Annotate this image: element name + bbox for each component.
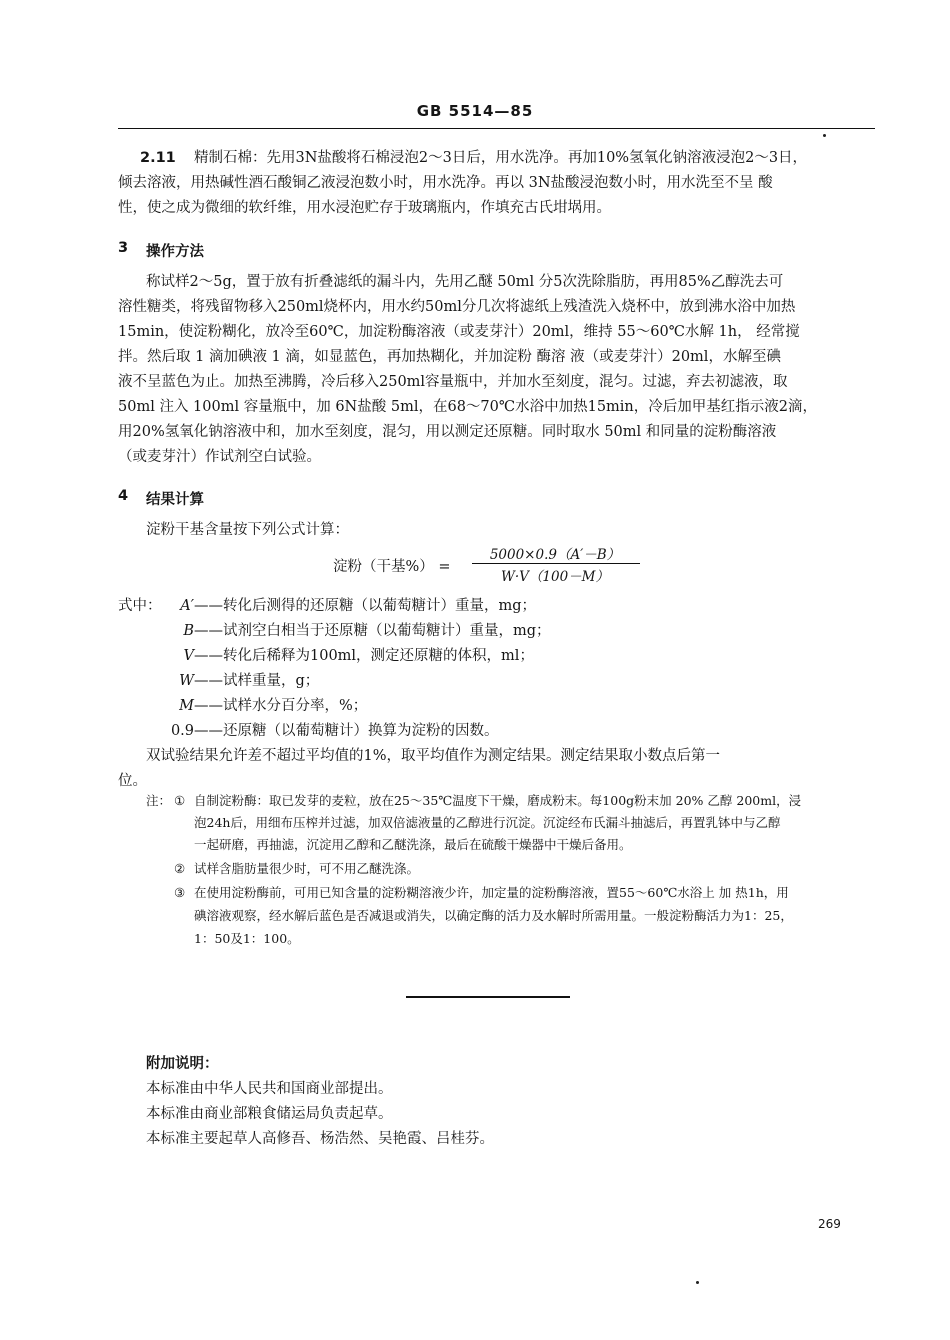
def-text: ——试剂空白相当于还原糖（以葡萄糖计）重量，mg； [194, 623, 551, 639]
formula-denominator: W·V（100－M） [500, 569, 609, 585]
section-3-line: 液不呈蓝色为止。加热至沸腾，冷后移入250ml容量瓶中，并加水至刻度，混匀。过滤，弃去初滤液，取 [118, 374, 788, 390]
section-3-line: 溶性糖类，将残留物移入250ml烧杯内，用水约50ml分几次将滤纸上残渣洗入烧杯中，放到沸水浴中加热 [118, 299, 796, 315]
def-symbol: V [183, 648, 194, 664]
appendix-title: 附加说明： [146, 1056, 219, 1072]
page-number: 269 [818, 1217, 841, 1231]
section-3-number: 3 [118, 240, 129, 256]
item-2-11-number: 2.11 [140, 150, 176, 166]
item-2-11-line-2: 倾去溶液，用热碱性酒石酸铜乙液浸泡数小时，用水洗净。再以 3N盐酸浸泡数小时，用水洗至不呈 酸 [118, 175, 773, 191]
appendix-line: 本标准主要起草人高修吾、杨浩然、吴艳霞、吕桂芬。 [146, 1131, 494, 1147]
note-3-mark: ③ [174, 885, 186, 900]
section-4-number: 4 [118, 488, 129, 504]
def-text: ——试样重量，g； [194, 673, 320, 689]
item-2-11-line-3: 性，使之成为微细的软纤维，用水浸泡贮存于玻璃瓶内，作填充古氏坩埚用。 [118, 200, 611, 216]
scan-speck [696, 1281, 699, 1284]
section-3-line: 用20%氢氧化钠溶液中和，加水至刻度，混匀，用以测定还原糖。同时取水 50ml 和同量的淀粉酶溶液 [118, 424, 777, 440]
section-3-line: 称试样2～5g，置于放有折叠滤纸的漏斗内，先用乙醚 50ml 分5次洗除脂肪，再用85%乙醇洗去可 [146, 274, 784, 290]
formula-numerator: 5000×0.9（A′－B） [489, 547, 621, 563]
note-2-mark: ② [174, 861, 186, 876]
page-header-code: GB 5514—85 [416, 102, 534, 120]
note-1-line: 一起研磨，再抽滤，沉淀用乙醇和乙醚洗涤，最后在硫酸干燥器中干燥后备用。 [194, 837, 632, 852]
note-3-line: 在使用淀粉酶前，可用已知含量的淀粉糊溶液少许，加定量的淀粉酶溶液，置55～60℃水浴上 加 热1h，用 [194, 885, 789, 900]
def-text: ——试样水分百分率，%； [194, 698, 368, 714]
note-1-line: 自制淀粉酶：取已发芽的麦粒，放在25～35℃温度下干燥，磨成粉末。每100g粉末加 20% 乙醇 200ml，浸 [194, 793, 802, 808]
result-line-1: 双试验结果允许差不超过平均值的1%，取平均值作为测定结果。测定结果取小数点后第一 [146, 748, 720, 764]
section-3-line: 拌。然后取 1 滴加碘液 1 滴，如显蓝色，再加热糊化，并加淀粉 酶溶 液（或麦芽汁）20ml，水解至碘 [118, 349, 781, 365]
def-symbol: B [183, 623, 194, 639]
formula-intro: 淀粉干基含量按下列公式计算： [146, 522, 349, 538]
note-3-line: 碘溶液观察，经水解后蓝色是否减退或消失，以确定酶的活力及水解时所需用量。一般淀粉酶活力为1：25， [194, 908, 793, 923]
where-label: 式中： [118, 598, 162, 614]
def-symbol: 0.9 [170, 723, 194, 739]
header-rule [118, 128, 875, 129]
section-divider [406, 996, 570, 998]
section-3-line: （或麦芽汁）作试剂空白试验。 [118, 449, 321, 465]
appendix-line: 本标准由中华人民共和国商业部提出。 [146, 1081, 393, 1097]
section-3-title: 操作方法 [146, 244, 204, 260]
item-2-11-line-1: 精制石棉：先用3N盐酸将石棉浸泡2～3日后，用水洗净。再加10%氢氧化钠溶液浸泡2～3日， [194, 150, 808, 166]
section-3-line: 50ml 注入 100ml 容量瓶中，加 6N盐酸 5ml，在68～70℃水浴中加热15min，冷后加甲基红指示液2滴， [118, 399, 817, 415]
note-2-line: 试样含脂肪量很少时，可不用乙醚洗涤。 [194, 861, 420, 876]
def-symbol: W [179, 673, 194, 689]
note-3-line: 1：50及1：100。 [194, 931, 300, 946]
formula-lhs: 淀粉（干基%） = [333, 559, 451, 575]
scan-speck [823, 134, 826, 137]
def-text: ——还原糖（以葡萄糖计）换算为淀粉的因数。 [194, 723, 499, 739]
def-symbol: M [179, 698, 194, 714]
note-1-line: 泡24h后，用细布压榨并过滤，加双倍滤液量的乙醇进行沉淀。沉淀经布氏漏斗抽滤后，再置乳钵中与乙醇 [194, 815, 781, 830]
def-text: ——转化后测得的还原糖（以葡萄糖计）重量，mg； [194, 598, 537, 614]
notes-label: 注： [146, 793, 172, 808]
note-1-mark: ① [174, 793, 186, 808]
section-3-line: 15min，使淀粉糊化，放冷至60℃，加淀粉酶溶液（或麦芽汁）20ml，维持 55～60℃水解 1h， 经常搅 [118, 324, 800, 340]
def-text: ——转化后稀释为100ml，测定还原糖的体积，ml； [194, 648, 534, 664]
fraction-bar [472, 563, 640, 564]
def-symbol: A′ [180, 598, 194, 614]
result-line-2: 位。 [118, 773, 147, 789]
section-4-title: 结果计算 [146, 492, 204, 508]
appendix-line: 本标准由商业部粮食储运局负责起草。 [146, 1106, 393, 1122]
